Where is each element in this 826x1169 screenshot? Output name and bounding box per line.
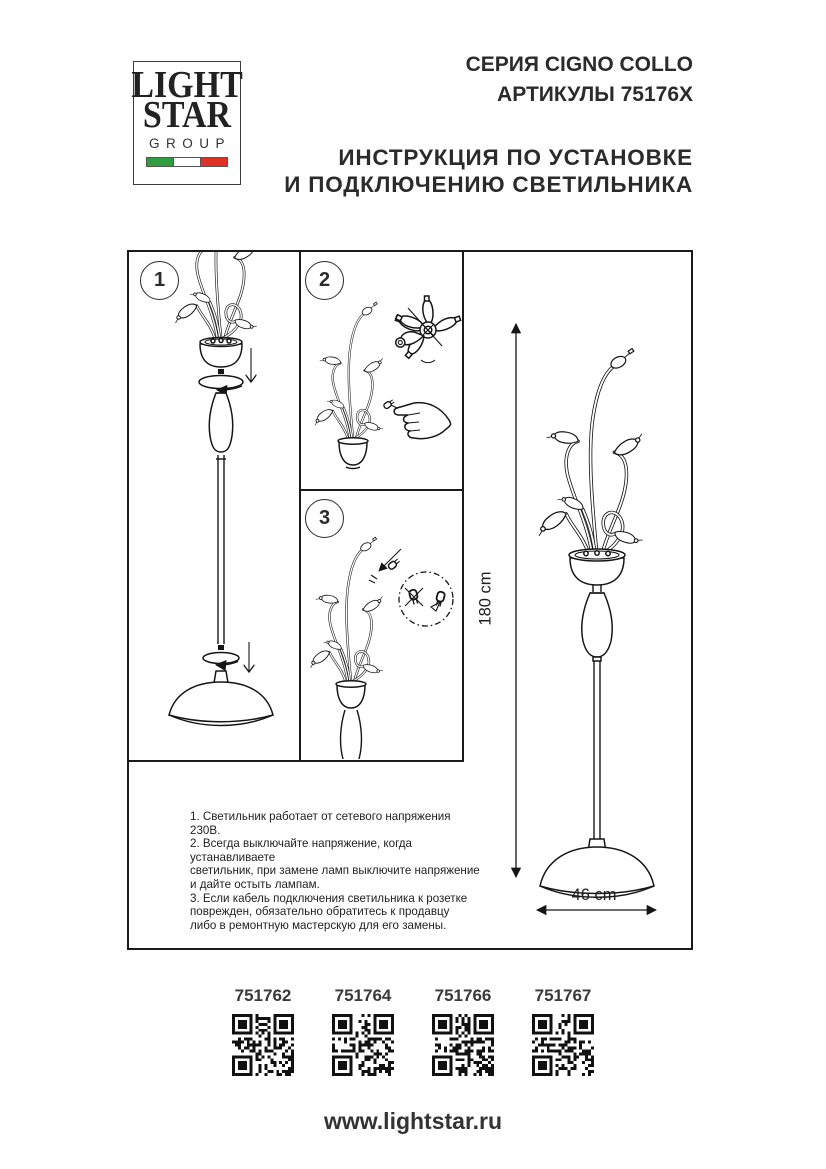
magnifier-circle — [399, 572, 453, 626]
step-3-badge — [305, 499, 344, 538]
safety-line: 3. Если кабель подключения светильника к розетке — [190, 891, 468, 905]
qr-item — [532, 986, 594, 1076]
article-number: 751762 — [234, 986, 292, 1005]
hand-illustration — [383, 399, 451, 439]
top-view-star — [394, 296, 462, 363]
safety-line: 2. Всегда выключайте напряжение, когда устанавливаете — [190, 837, 412, 864]
qr-item — [332, 986, 394, 1076]
bulb-wrong-icon — [405, 588, 423, 606]
qr-item — [432, 986, 494, 1076]
safety-instructions — [190, 810, 480, 932]
qr-code — [232, 1014, 294, 1076]
assembly-diagram-box — [127, 250, 693, 950]
article-number: 751767 — [534, 986, 592, 1005]
step-1-drawing — [129, 252, 299, 760]
logo-word-star: STAR — [142, 94, 232, 137]
instruction-title-line2: И ПОДКЛЮЧЕНИЮ СВЕТИЛЬНИКА — [284, 172, 693, 197]
logo-word-group: GROUP — [148, 136, 231, 151]
safety-line: либо в ремонтную мастерскую для его замены. — [190, 918, 447, 932]
qr-code — [332, 1014, 394, 1076]
articles-title: АРТИКУЛЫ 75176X — [497, 83, 693, 106]
flag-green-segment — [147, 158, 173, 166]
height-dimension-label: 180 cm — [476, 571, 495, 626]
step-1-badge — [140, 261, 179, 300]
step-3-number: 3 — [318, 507, 331, 529]
safety-line: и дайте остыть лампам. — [190, 877, 320, 891]
italian-flag-bar — [146, 157, 228, 167]
article-qr-row — [0, 986, 826, 1076]
step-2-badge — [305, 261, 344, 300]
divider-horizontal-2 — [129, 760, 464, 762]
instruction-title-line1: ИНСТРУКЦИЯ ПО УСТАНОВКЕ — [338, 145, 693, 170]
qr-item — [232, 986, 294, 1076]
qr-code — [432, 1014, 494, 1076]
article-number: 751764 — [334, 986, 392, 1005]
header-titles — [284, 50, 693, 198]
instruction-title — [284, 144, 693, 198]
article-number: 751766 — [434, 986, 492, 1005]
step-2-number: 2 — [318, 269, 331, 291]
safety-line: поврежден, обязательно обратитесь к продавцу — [190, 905, 450, 919]
safety-line: светильник, при замене ламп выключите напряжение — [190, 864, 480, 878]
qr-code — [532, 1014, 594, 1076]
flag-white-segment — [173, 158, 201, 166]
full-lamp-drawing — [464, 252, 695, 948]
lightstar-logo — [133, 61, 241, 185]
bulb-right-icon — [431, 591, 445, 611]
width-dimension-label: 46 cm — [571, 886, 617, 904]
series-title: СЕРИЯ CIGNO COLLO — [465, 53, 693, 76]
safety-line: 1. Светильник работает от сетевого напряжения 230В. — [190, 810, 451, 837]
step-1-number: 1 — [153, 269, 166, 291]
website-url: www.lightstar.ru — [323, 1108, 503, 1134]
flag-red-segment — [201, 158, 227, 166]
logo-word-light: LIGHT — [131, 64, 243, 107]
